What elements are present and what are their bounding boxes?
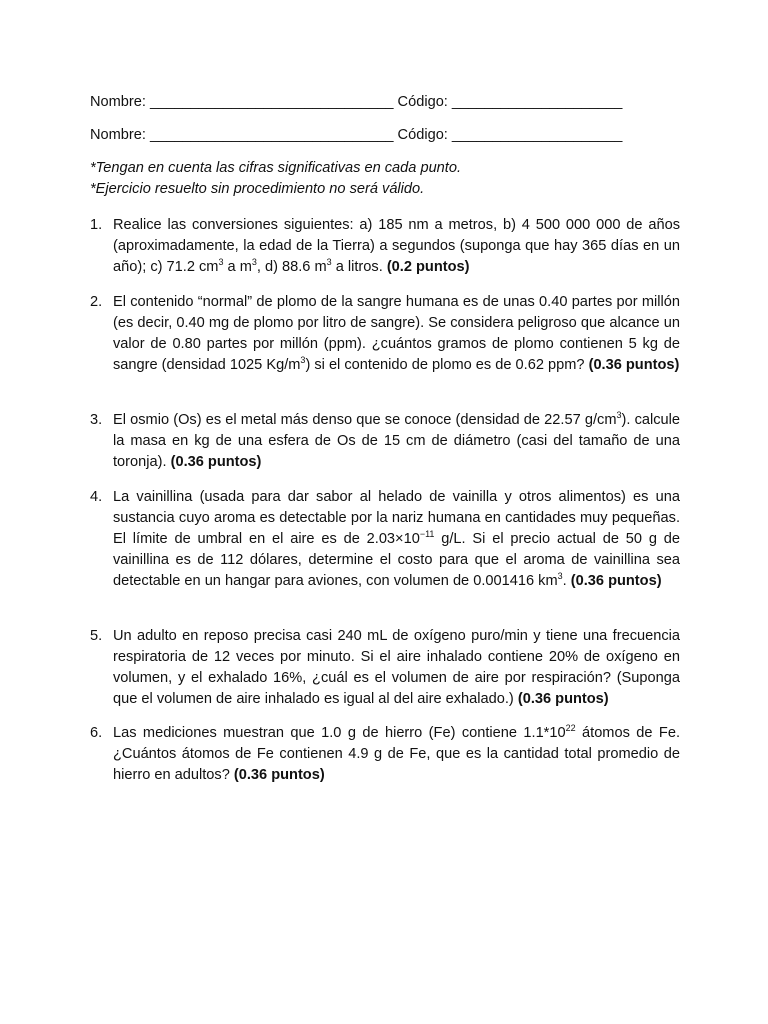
question-4 bbox=[90, 487, 680, 592]
question-1 bbox=[90, 215, 680, 278]
question-number: 1. bbox=[90, 217, 103, 233]
question-6 bbox=[90, 723, 680, 786]
question-3 bbox=[90, 410, 680, 473]
question-points: (0.36 puntos) bbox=[517, 691, 609, 707]
question-text: El osmio (Os) es el metal más denso que se conoce (densidad de 22.57 $g/cm^3$). calcule la masa en kg de una esfera de Os de 15 cm de diámetro (casi del tamaño de una toronja). (0.36 puntos) bbox=[113, 410, 680, 470]
name-code-line-2: Nombre: ______________________________ Código: _____________________ bbox=[90, 127, 623, 143]
question-2 bbox=[90, 292, 680, 376]
question-points: (0.36 puntos) bbox=[233, 767, 325, 783]
question-number: 5. bbox=[90, 628, 103, 644]
note-procedure-required: *Ejercicio resuelto sin procedimiento no será válido. bbox=[90, 181, 425, 197]
question-text: Las mediciones muestran que 1.0 g de hierro (Fe) contiene $1.1*10^{22}$ átomos de Fe. ¿Cuántos átomos de Fe contienen 4.9 g de Fe, que es la cantidad total promedio de hierro en adultos? (0.36 puntos) bbox=[113, 723, 680, 783]
question-points: (0.36 puntos) bbox=[570, 573, 662, 589]
question-points: (0.36 puntos) bbox=[588, 357, 680, 373]
question-text: El contenido “normal” de plomo de la sangre humana es de unas 0.40 partes por millón (es decir, 0.40 mg de plomo por litro de sangre). Se considera peligroso que alcance un valor de 0.80 partes por millón (ppm). ¿cuántos gramos de plomo contienen 5 kg de sangre (densidad 1025 $Kg/m^3$) si el contenido de plomo es de 0.62 ppm? (0.36 puntos) bbox=[113, 294, 680, 373]
question-number: 4. bbox=[90, 489, 103, 505]
question-number: 6. bbox=[90, 725, 103, 741]
question-text: Un adulto en reposo precisa casi 240 mL de oxígeno puro/min y tiene una frecuencia respiratoria de 12 veces por minuto. Si el aire inhalado contiene 20% de oxígeno en volumen, y el exhalado 16%, ¿cuál es el volumen de aire por respiración? (Suponga que el volumen de aire inhalado es igual al del aire exhalado.) (0.36 puntos) bbox=[113, 628, 680, 707]
instructions-notes bbox=[90, 158, 690, 200]
note-significant-figures: *Tengan en cuenta las cifras significativas en cada punto. bbox=[90, 160, 462, 176]
question-points: (0.36 puntos) bbox=[170, 454, 262, 470]
question-number: 2. bbox=[90, 294, 103, 310]
name-code-line-1: Nombre: ______________________________ Código: _____________________ bbox=[90, 94, 623, 110]
question-5 bbox=[90, 626, 680, 710]
question-points: (0.2 puntos) bbox=[386, 259, 470, 275]
question-number: 3. bbox=[90, 412, 103, 428]
question-text: La vainillina (usada para dar sabor al helado de vainilla y otros alimentos) es una sustancia cuyo aroma es detectable por la nariz humana en cantidades muy pequeñas. El límite de umbral en el aire es de $2.03\times 10^{-11}$ g/L. Si el precio actual de 50 g de vainillina es de 112 dólares, determine el costo para que el aroma de vainillina sea detectable en un hangar para aviones, con volumen de 0.001416 $km^3$. (0.36 puntos) bbox=[113, 489, 680, 589]
question-text: Realice las conversiones siguientes: a) 185 nm a metros, b) 4 500 000 000 de años (aproximadamente, la edad de la Tierra) a segundos (suponga que hay 365 días en un año); c) 71.2 $cm^3$ a $m^3$, d) 88.6 $m^3$ a litros. (0.2 puntos) bbox=[113, 217, 680, 275]
